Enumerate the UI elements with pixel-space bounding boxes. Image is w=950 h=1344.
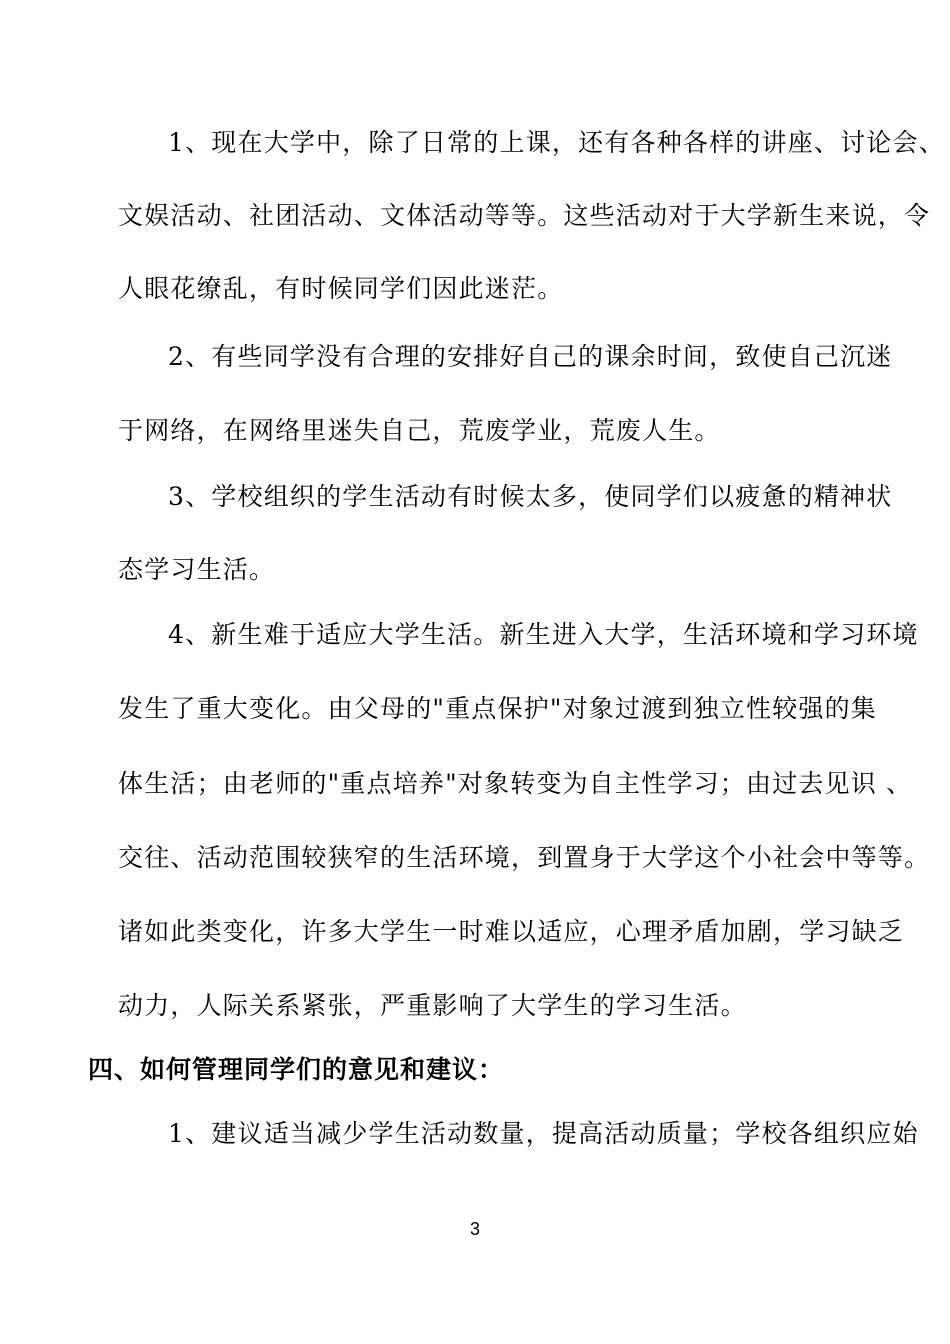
paragraph-line: 诸如此类变化，许多大学生一时难以适应，心理矛盾加剧，学习缺乏 [118, 917, 905, 946]
section-heading: 四、如何管理同学们的意见和建议： [88, 1055, 505, 1084]
paragraph-line: 1、现在大学中，除了日常的上课，还有各种各样的讲座、讨论会、 [168, 128, 945, 157]
paragraph-line: 于网络，在网络里迷失自己，荒废学业，荒废人生。 [118, 416, 721, 445]
paragraph-line: 发生了重大变化。由父母的"重点保护"对象过渡到独立性较强的集 [118, 694, 878, 723]
paragraph-line: 1、建议适当减少学生活动数量，提高活动质量；学校各组织应始 [168, 1119, 919, 1148]
paragraph-line: 2、有些同学没有合理的安排好自己的课余时间，致使自己沉迷 [168, 342, 893, 371]
paragraph-line: 文娱活动、社团活动、文体活动等等。这些活动对于大学新生来说，令 [118, 201, 931, 230]
paragraph-line: 态学习生活。 [118, 555, 276, 584]
paragraph-line: 人眼花缭乱，有时候同学们因此迷茫。 [118, 274, 564, 303]
paragraph-line: 4、新生难于适应大学生活。新生进入大学，生活环境和学习环境 [168, 620, 919, 649]
paragraph-line: 3、学校组织的学生活动有时候太多，使同学们以疲惫的精神状 [168, 482, 893, 511]
page-number: 3 [469, 1219, 480, 1239]
paragraph-line: 动力，人际关系紧张，严重影响了大学生的学习生活。 [118, 991, 747, 1020]
paragraph-line: 体生活；由老师的"重点培养"对象转变为自主性学习；由过去见识 、 [118, 769, 913, 798]
paragraph-line: 交往、活动范围较狭窄的生活环境，到置身于大学这个小社会中等等。 [118, 843, 931, 872]
